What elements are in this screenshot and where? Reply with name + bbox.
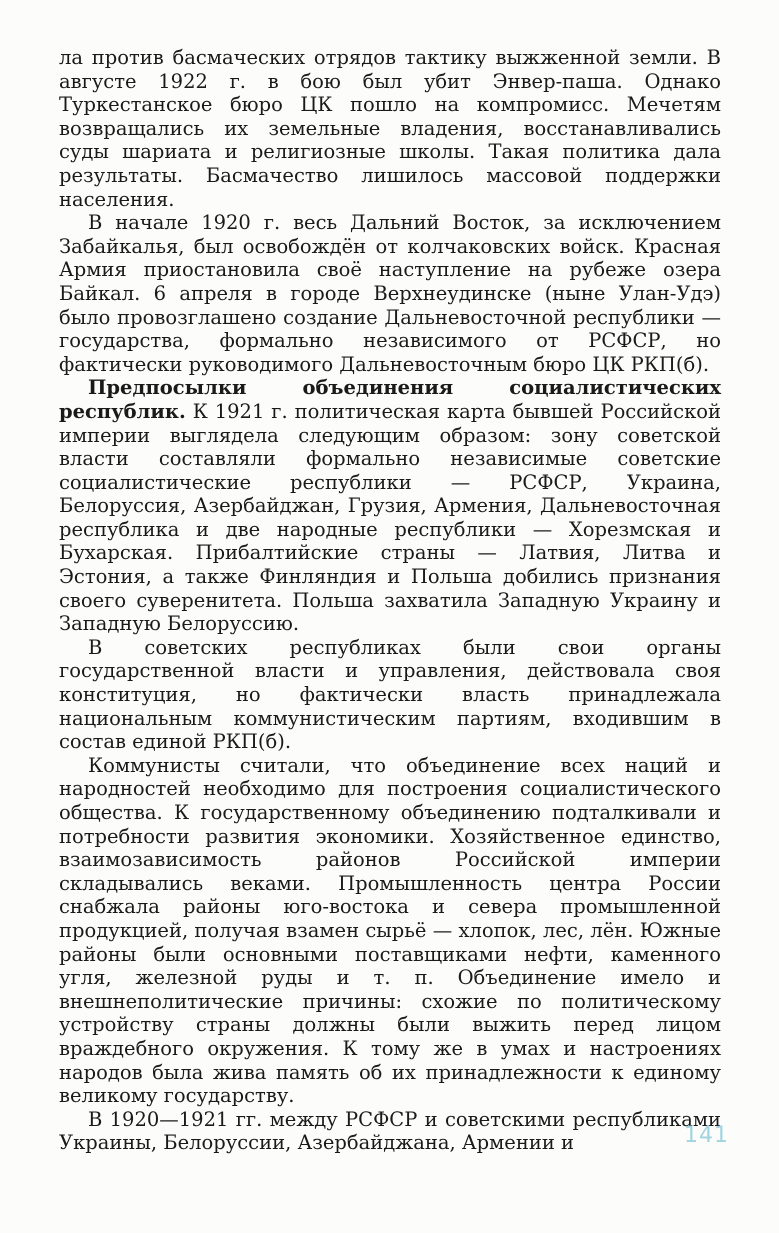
paragraph-5 [59, 754, 721, 1108]
paragraph-5-text: Коммунисты считали, что объединение всех наций и народностей необходимо для построения социалистического общества. К государственному объединению подталкивали и потребности развития экономики. Хозяйственное единство, взаимозависимость районов Российской империи складывались веками. Промышленность центра России снабжала районы юго-востока и севера промышленной продукцией, получая взамен сырьё — хлопок, лес, лён. Южные районы были основными поставщиками нефти, каменного угля, железной руды и т. п. Объединение имело и внешнеполитические причины: схожие по политическому устройству страны должны были выжить перед лицом враждебного окружения. К тому же в умах и настроениях народов была жива память об их принадлежности к единому великому государству. [59, 753, 721, 1108]
section-heading: Предпосылки объединения социалистических республик. [59, 376, 721, 423]
paragraph-2 [59, 211, 721, 376]
paragraph-2-text: В начале 1920 г. весь Дальний Восток, за исключением Забайкалья, был освобождён от колчаковских войск. Красная Армия приостановила своё наступление на рубеже озера Байкал. 6 апреля в городе Верхнеудинске (ныне Улан-Удэ) было провозглашено создание Дальневосточной республики — государства, формально независимого от РСФСР, но фактически руководимого Дальневосточным бюро ЦК РКП(б). [59, 211, 721, 376]
paragraph-4-text: В советских республиках были свои органы государственной власти и управления, действовала своя конституция, но фактически власть принадлежала национальным коммунистическим партиям, входившим в состав единой РКП(б). [59, 635, 721, 754]
body-text [59, 46, 721, 1155]
paragraph-6 [59, 1108, 721, 1155]
paragraph-3 [59, 376, 721, 636]
paragraph-1-text: ла против басмаческих отрядов тактику выжженной земли. В августе 1922 г. в бою был убит Энвер-паша. Однако Туркестанское бюро ЦК пошло на компромисс. Мечетям возвращались их земельные владения, восстанавливались суды шариата и религиозные школы. Такая политика дала результаты. Басмачество лишилось массовой поддержки населения. [59, 46, 721, 211]
paragraph-4 [59, 636, 721, 754]
paragraph-6-text: В 1920—1921 гг. между РСФСР и советскими республиками Украины, Белоруссии, Азербайджана, Армении и [59, 1107, 721, 1155]
paragraph-1 [59, 46, 721, 211]
page-number: 141 [684, 1123, 729, 1148]
paragraph-3-text: К 1921 г. политическая карта бывшей Российской империи выглядела следующим образом: зону советской власти составляли формально независимые советские социалистические республики — РСФСР, Украина, Белоруссия, Азербайджан, Грузия, Армения, Дальневосточная республика и две народные республики — Хорезмская и Бухарская. Прибалтийские страны — Латвия, Литва и Эстония, а также Финляндия и Польша добились признания своего суверенитета. Польша захватила Западную Украину и Западную Белоруссию. [59, 399, 721, 636]
